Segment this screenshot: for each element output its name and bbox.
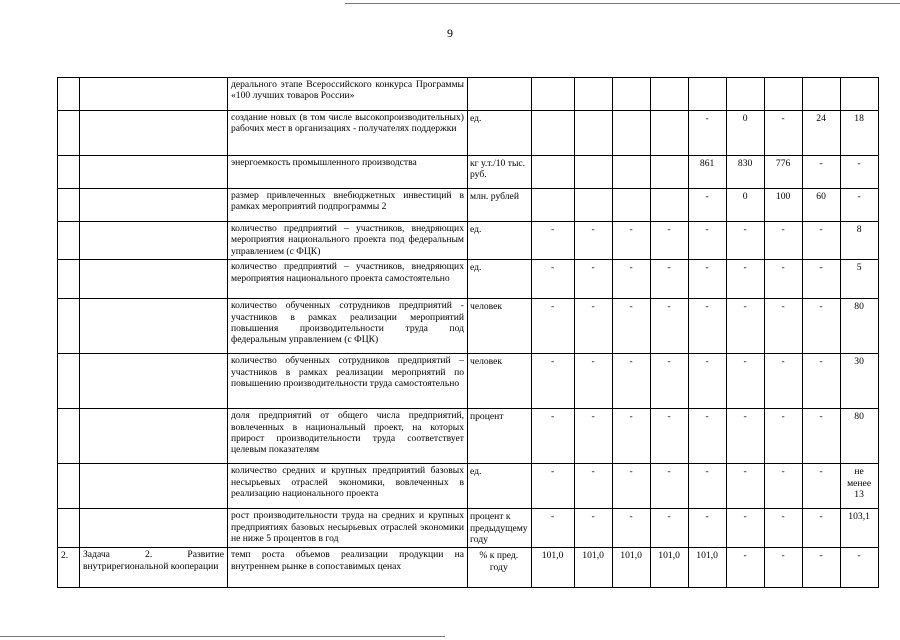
unit-cell: ед. xyxy=(468,222,532,260)
value-cell: - xyxy=(726,409,764,464)
unit-cell: млн. рублей xyxy=(468,189,532,222)
value-cell xyxy=(650,111,688,156)
task-cell xyxy=(80,111,228,156)
row-number-cell xyxy=(58,409,80,464)
value-cell: - xyxy=(726,260,764,299)
value-cell: 30 xyxy=(840,354,878,409)
value-cell: 101,0 xyxy=(650,548,688,588)
value-cell: 101,0 xyxy=(574,548,612,588)
value-cell: - xyxy=(612,409,650,464)
task-cell xyxy=(80,189,228,222)
table-row xyxy=(58,509,879,548)
value-cell: 101,0 xyxy=(688,548,726,588)
row-number-cell: 2. xyxy=(58,548,80,588)
task-cell xyxy=(80,299,228,354)
value-cell: - xyxy=(531,260,574,299)
value-cell: 830 xyxy=(726,156,764,189)
task-cell: Задача 2. Развитие внутрирегиональной кооперации xyxy=(80,548,228,588)
value-cell: - xyxy=(612,222,650,260)
value-cell xyxy=(650,189,688,222)
value-cell xyxy=(650,156,688,189)
value-cell: - xyxy=(650,222,688,260)
value-cell: - xyxy=(802,156,840,189)
indicator-cell: энергоемкость промышленного производства xyxy=(228,156,468,189)
unit-cell: человек xyxy=(468,354,532,409)
value-cell xyxy=(764,78,802,111)
value-cell xyxy=(726,78,764,111)
value-cell: - xyxy=(764,260,802,299)
value-cell xyxy=(574,111,612,156)
unit-cell: % к пред. году xyxy=(468,548,532,588)
value-cell: - xyxy=(650,409,688,464)
value-cell: - xyxy=(650,260,688,299)
value-cell: - xyxy=(574,509,612,548)
value-cell: 100 xyxy=(764,189,802,222)
value-cell: - xyxy=(688,222,726,260)
value-cell: 5 xyxy=(840,260,878,299)
value-cell xyxy=(574,156,612,189)
value-cell: - xyxy=(802,299,840,354)
value-cell: 24 xyxy=(802,111,840,156)
table-row xyxy=(58,189,879,222)
value-cell: - xyxy=(726,222,764,260)
value-cell: 80 xyxy=(840,299,878,354)
table-row xyxy=(58,354,879,409)
value-cell: - xyxy=(802,548,840,588)
value-cell: - xyxy=(726,509,764,548)
value-cell: - xyxy=(840,189,878,222)
value-cell: - xyxy=(726,464,764,509)
value-cell: 18 xyxy=(840,111,878,156)
value-cell: 101,0 xyxy=(612,548,650,588)
value-cell: - xyxy=(612,299,650,354)
value-cell: - xyxy=(764,509,802,548)
value-cell: - xyxy=(764,548,802,588)
value-cell xyxy=(612,78,650,111)
task-cell xyxy=(80,509,228,548)
value-cell: - xyxy=(688,189,726,222)
task-cell xyxy=(80,260,228,299)
value-cell xyxy=(612,111,650,156)
value-cell xyxy=(531,189,574,222)
unit-cell: человек xyxy=(468,299,532,354)
unit-cell: кг у.т./10 тыс. руб. xyxy=(468,156,532,189)
unit-cell: ед. xyxy=(468,111,532,156)
value-cell xyxy=(612,189,650,222)
value-cell: - xyxy=(612,509,650,548)
value-cell: - xyxy=(574,409,612,464)
value-cell: - xyxy=(688,299,726,354)
value-cell: - xyxy=(764,409,802,464)
value-cell: - xyxy=(650,509,688,548)
value-cell: - xyxy=(688,354,726,409)
indicator-cell: дерального этапе Всероссийского конкурса Программы «100 лучших товаров России» xyxy=(228,78,468,111)
value-cell: - xyxy=(612,260,650,299)
row-number-cell xyxy=(58,78,80,111)
value-cell: 861 xyxy=(688,156,726,189)
unit-cell: процент к предыдущему году xyxy=(468,509,532,548)
value-cell: - xyxy=(531,464,574,509)
indicator-cell: рост производительности труда на средних и крупных предприятиях базовых несырьевых отраслей экономики не ниже 5 процентов в год xyxy=(228,509,468,548)
value-cell: - xyxy=(650,299,688,354)
value-cell: - xyxy=(531,509,574,548)
table-row xyxy=(58,156,879,189)
value-cell: - xyxy=(840,548,878,588)
value-cell xyxy=(802,78,840,111)
task-cell xyxy=(80,354,228,409)
task-cell xyxy=(80,464,228,509)
value-cell: - xyxy=(574,354,612,409)
row-number-cell xyxy=(58,464,80,509)
value-cell: - xyxy=(726,299,764,354)
value-cell: - xyxy=(688,509,726,548)
task-cell xyxy=(80,78,228,111)
value-cell xyxy=(531,111,574,156)
table-row xyxy=(58,548,879,588)
value-cell: - xyxy=(802,409,840,464)
value-cell: - xyxy=(802,354,840,409)
indicator-cell: размер привлеченных внебюджетных инвестиций в рамках мероприятий подпрограммы 2 xyxy=(228,189,468,222)
value-cell: - xyxy=(764,299,802,354)
value-cell: - xyxy=(612,464,650,509)
value-cell: - xyxy=(764,222,802,260)
value-cell: не менее 13 xyxy=(840,464,878,509)
value-cell: - xyxy=(764,464,802,509)
indicator-cell: темп роста объемов реализации продукции на внутреннем рынке в сопоставимых ценах xyxy=(228,548,468,588)
table-row xyxy=(58,78,879,111)
value-cell: 101,0 xyxy=(531,548,574,588)
value-cell: - xyxy=(531,299,574,354)
indicator-cell: создание новых (в том числе высокопроизводительных) рабочих мест в организациях - получателях поддержки xyxy=(228,111,468,156)
value-cell: 60 xyxy=(802,189,840,222)
value-cell: 80 xyxy=(840,409,878,464)
value-cell: - xyxy=(688,409,726,464)
row-number-cell xyxy=(58,299,80,354)
value-cell xyxy=(574,78,612,111)
value-cell xyxy=(650,78,688,111)
table-row xyxy=(58,111,879,156)
task-cell xyxy=(80,156,228,189)
value-cell xyxy=(840,78,878,111)
row-number-cell xyxy=(58,222,80,260)
indicator-cell: доля предприятий от общего числа предприятий, вовлеченных в национальный проект, на которых прирост производительности труда соответствует целевым показателям xyxy=(228,409,468,464)
value-cell: - xyxy=(688,260,726,299)
unit-cell: ед. xyxy=(468,260,532,299)
indicators-table xyxy=(57,77,879,588)
value-cell: - xyxy=(574,464,612,509)
table-row xyxy=(58,299,879,354)
value-cell xyxy=(688,78,726,111)
table-row xyxy=(58,222,879,260)
value-cell: - xyxy=(802,509,840,548)
value-cell: 0 xyxy=(726,189,764,222)
value-cell: 8 xyxy=(840,222,878,260)
row-number-cell xyxy=(58,156,80,189)
value-cell: - xyxy=(802,260,840,299)
page-number: 9 xyxy=(447,26,453,40)
value-cell: - xyxy=(840,156,878,189)
value-cell xyxy=(531,156,574,189)
value-cell: - xyxy=(650,464,688,509)
row-number-cell xyxy=(58,509,80,548)
value-cell xyxy=(612,156,650,189)
value-cell xyxy=(574,189,612,222)
table-row xyxy=(58,409,879,464)
row-number-cell xyxy=(58,354,80,409)
task-cell xyxy=(80,409,228,464)
value-cell xyxy=(531,78,574,111)
unit-cell: ед. xyxy=(468,464,532,509)
indicator-cell: количество обученных сотрудников предприятий - участников в рамках реализации мероприятий повышения производительности труда под федеральным управлением (с ФЦК) xyxy=(228,299,468,354)
top-rule xyxy=(345,3,900,4)
indicator-cell: количество обученных сотрудников предприятий – участников в рамках реализации мероприятий по повышению производительности труда самостоятельно xyxy=(228,354,468,409)
table-row xyxy=(58,464,879,509)
bottom-rule xyxy=(0,636,445,637)
value-cell: - xyxy=(574,222,612,260)
value-cell: - xyxy=(612,354,650,409)
indicator-cell: количество средних и крупных предприятий базовых несырьевых отраслей экономики, вовлеченных в реализацию национального проекта xyxy=(228,464,468,509)
value-cell: - xyxy=(764,111,802,156)
row-number-cell xyxy=(58,260,80,299)
unit-cell xyxy=(468,78,532,111)
value-cell: - xyxy=(574,260,612,299)
value-cell: - xyxy=(650,354,688,409)
value-cell: - xyxy=(531,354,574,409)
value-cell: - xyxy=(574,299,612,354)
indicator-cell: количество предприятий – участников, внедряющих мероприятия национального проекта под федеральным управлением (с ФЦК) xyxy=(228,222,468,260)
unit-cell: процент xyxy=(468,409,532,464)
value-cell: - xyxy=(688,111,726,156)
indicator-cell: количество предприятий – участников, внедряющих мероприятия национального проекта самостоятельно xyxy=(228,260,468,299)
row-number-cell xyxy=(58,111,80,156)
value-cell: - xyxy=(688,464,726,509)
value-cell: - xyxy=(531,222,574,260)
row-number-cell xyxy=(58,189,80,222)
value-cell: - xyxy=(802,222,840,260)
value-cell: - xyxy=(531,409,574,464)
value-cell: - xyxy=(726,548,764,588)
value-cell: 0 xyxy=(726,111,764,156)
value-cell: 103,1 xyxy=(840,509,878,548)
value-cell: - xyxy=(764,354,802,409)
value-cell: - xyxy=(802,464,840,509)
task-cell xyxy=(80,222,228,260)
table-row xyxy=(58,260,879,299)
value-cell: - xyxy=(726,354,764,409)
value-cell: 776 xyxy=(764,156,802,189)
